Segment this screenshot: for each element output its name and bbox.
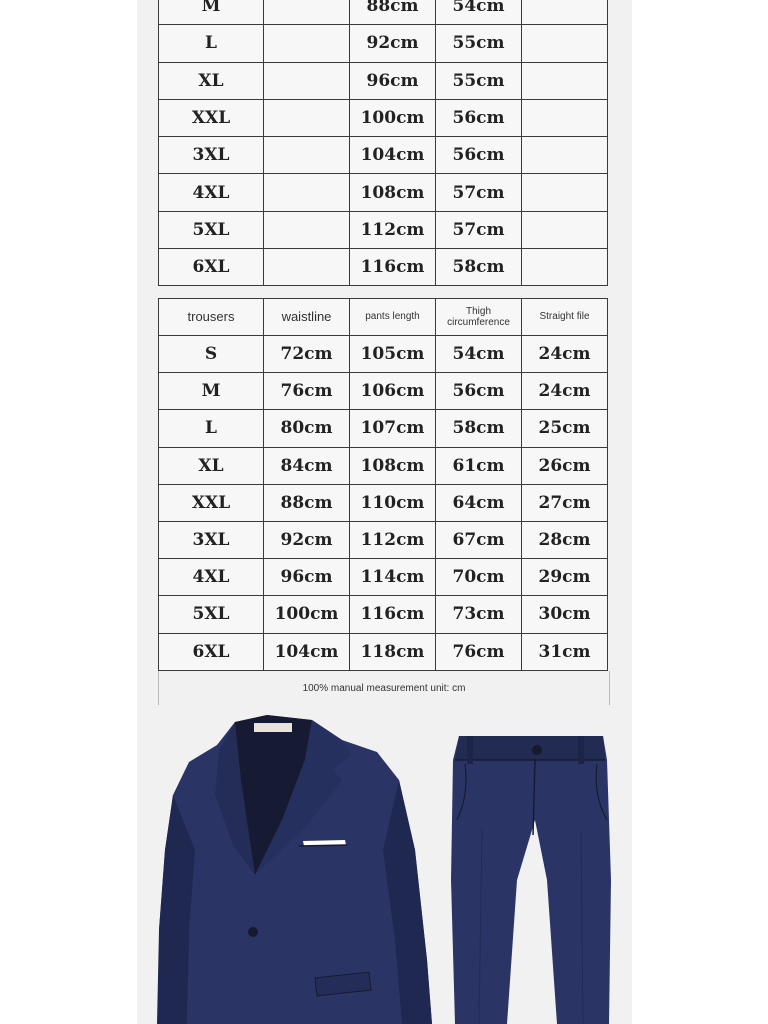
value-cell bbox=[264, 99, 350, 136]
value-cell bbox=[264, 249, 350, 286]
size-cell: 5XL bbox=[159, 596, 264, 633]
value-cell: 108cm bbox=[350, 174, 436, 211]
size-cell: L bbox=[159, 25, 264, 62]
table-row bbox=[159, 99, 608, 136]
table-row bbox=[159, 211, 608, 248]
size-cell: 5XL bbox=[159, 211, 264, 248]
value-cell: 104cm bbox=[264, 633, 350, 670]
size-cell: S bbox=[159, 336, 264, 373]
table-row bbox=[159, 336, 608, 373]
value-cell: 27cm bbox=[522, 484, 608, 521]
value-cell bbox=[264, 137, 350, 174]
header-waistline: waistline bbox=[264, 299, 350, 336]
value-cell: 73cm bbox=[436, 596, 522, 633]
value-cell: 61cm bbox=[436, 447, 522, 484]
value-cell: 24cm bbox=[522, 373, 608, 410]
size-cell: XXL bbox=[159, 484, 264, 521]
value-cell bbox=[522, 0, 608, 25]
value-cell: 80cm bbox=[264, 410, 350, 447]
value-cell: 57cm bbox=[436, 211, 522, 248]
value-cell: 25cm bbox=[522, 410, 608, 447]
value-cell: 106cm bbox=[350, 373, 436, 410]
value-cell: 58cm bbox=[436, 410, 522, 447]
value-cell: 96cm bbox=[264, 559, 350, 596]
table-row bbox=[159, 174, 608, 211]
table-row bbox=[159, 484, 608, 521]
value-cell: 92cm bbox=[350, 25, 436, 62]
value-cell: 105cm bbox=[350, 336, 436, 373]
value-cell: 31cm bbox=[522, 633, 608, 670]
value-cell bbox=[522, 249, 608, 286]
value-cell: 96cm bbox=[350, 62, 436, 99]
value-cell: 54cm bbox=[436, 336, 522, 373]
table-row bbox=[159, 447, 608, 484]
value-cell: 110cm bbox=[350, 484, 436, 521]
table-row bbox=[159, 559, 608, 596]
value-cell: 114cm bbox=[350, 559, 436, 596]
header-trousers: trousers bbox=[159, 299, 264, 336]
value-cell bbox=[522, 137, 608, 174]
value-cell bbox=[522, 174, 608, 211]
value-cell bbox=[522, 99, 608, 136]
size-cell: XL bbox=[159, 62, 264, 99]
size-cell: L bbox=[159, 410, 264, 447]
value-cell: 116cm bbox=[350, 596, 436, 633]
table-row bbox=[159, 373, 608, 410]
value-cell: 104cm bbox=[350, 137, 436, 174]
value-cell bbox=[522, 25, 608, 62]
value-cell: 70cm bbox=[436, 559, 522, 596]
size-cell: M bbox=[159, 0, 264, 25]
value-cell: 88cm bbox=[350, 0, 436, 25]
value-cell: 116cm bbox=[350, 249, 436, 286]
value-cell: 84cm bbox=[264, 447, 350, 484]
table-row bbox=[159, 596, 608, 633]
value-cell: 118cm bbox=[350, 633, 436, 670]
value-cell: 92cm bbox=[264, 521, 350, 558]
jacket-image bbox=[157, 715, 432, 1024]
value-cell: 108cm bbox=[350, 447, 436, 484]
value-cell bbox=[264, 62, 350, 99]
value-cell: 58cm bbox=[436, 249, 522, 286]
value-cell: 76cm bbox=[264, 373, 350, 410]
value-cell: 28cm bbox=[522, 521, 608, 558]
table-row bbox=[159, 25, 608, 62]
table-row bbox=[159, 249, 608, 286]
table-row bbox=[159, 0, 608, 25]
value-cell: 56cm bbox=[436, 99, 522, 136]
size-cell: M bbox=[159, 373, 264, 410]
size-cell: XL bbox=[159, 447, 264, 484]
value-cell: 54cm bbox=[436, 0, 522, 25]
table-row bbox=[159, 410, 608, 447]
size-cell: 4XL bbox=[159, 174, 264, 211]
table-row bbox=[159, 137, 608, 174]
table-header-row bbox=[159, 299, 608, 336]
header-straight-file: Straight file bbox=[522, 299, 608, 336]
value-cell: 88cm bbox=[264, 484, 350, 521]
header-thigh-circumference: Thigh circumference bbox=[436, 299, 522, 336]
value-cell: 24cm bbox=[522, 336, 608, 373]
jacket-size-table bbox=[158, 0, 608, 286]
size-cell: 3XL bbox=[159, 521, 264, 558]
size-chart-panel bbox=[137, 0, 632, 1024]
table-row bbox=[159, 521, 608, 558]
trousers-image bbox=[451, 736, 611, 1024]
value-cell: 67cm bbox=[436, 521, 522, 558]
measurement-note-text: 100% manual measurement unit: cm bbox=[302, 682, 466, 694]
value-cell bbox=[522, 211, 608, 248]
trousers-size-table bbox=[158, 298, 608, 671]
value-cell bbox=[522, 62, 608, 99]
suit-illustration bbox=[137, 700, 632, 1024]
size-cell: 3XL bbox=[159, 137, 264, 174]
value-cell bbox=[264, 211, 350, 248]
value-cell: 55cm bbox=[436, 25, 522, 62]
value-cell: 76cm bbox=[436, 633, 522, 670]
value-cell: 56cm bbox=[436, 137, 522, 174]
value-cell: 100cm bbox=[350, 99, 436, 136]
value-cell bbox=[264, 25, 350, 62]
value-cell: 72cm bbox=[264, 336, 350, 373]
size-cell: 6XL bbox=[159, 633, 264, 670]
header-pants-length: pants length bbox=[350, 299, 436, 336]
value-cell: 100cm bbox=[264, 596, 350, 633]
value-cell: 112cm bbox=[350, 211, 436, 248]
size-cell: XXL bbox=[159, 99, 264, 136]
table-row bbox=[159, 62, 608, 99]
table-row bbox=[159, 633, 608, 670]
value-cell: 55cm bbox=[436, 62, 522, 99]
size-cell: 4XL bbox=[159, 559, 264, 596]
value-cell: 107cm bbox=[350, 410, 436, 447]
size-cell: 6XL bbox=[159, 249, 264, 286]
value-cell: 112cm bbox=[350, 521, 436, 558]
value-cell: 64cm bbox=[436, 484, 522, 521]
value-cell: 56cm bbox=[436, 373, 522, 410]
value-cell bbox=[264, 0, 350, 25]
value-cell bbox=[264, 174, 350, 211]
value-cell: 29cm bbox=[522, 559, 608, 596]
value-cell: 26cm bbox=[522, 447, 608, 484]
value-cell: 30cm bbox=[522, 596, 608, 633]
value-cell: 57cm bbox=[436, 174, 522, 211]
